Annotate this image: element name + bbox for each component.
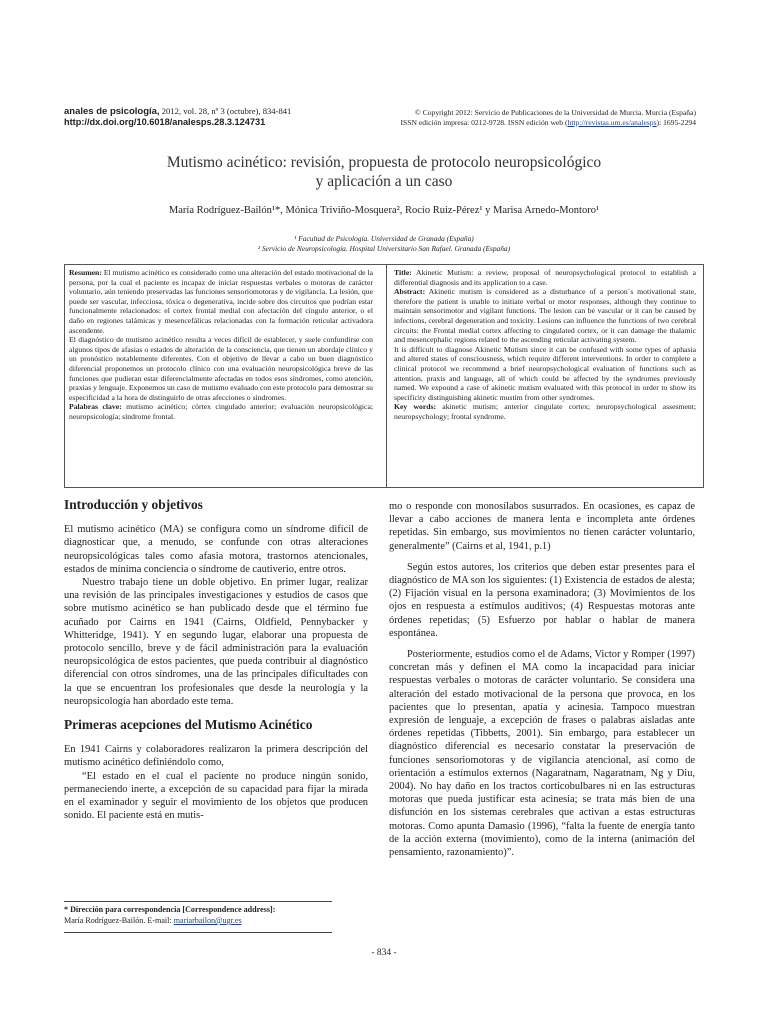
abstract-spanish [69, 268, 373, 422]
doi-link[interactable]: http://dx.doi.org/10.6018/analesps.28.3.124731 [64, 117, 266, 127]
key-words-label: Key words: [394, 402, 437, 412]
abstract-label: Abstract: [394, 287, 426, 297]
english-title: Akinetic Mutism: a review, proposal of neuropsychological protocol to establish a differential diagnosis and its application to a case. [394, 268, 696, 287]
criteria-paragraph: Según estos autores, los criterios que deben estar presentes para el diagnóstico de MA son los siguientes: (1) Existencia de estados de alesta; (2) Fijación visual en la persona examinadora; (3) Movimientos de los ojos en respuesta a estímulos auditivos; (4) Respuestas motoras ante órdenes repetidas; (5) Esfuerzo por hablar o hablar de manera espontánea. [389, 561, 695, 639]
body-left-column [64, 498, 368, 822]
cairns-quote: “El estado en el cual el paciente no produce ningún sonido, permaneciendo inerte, a excepción de su capacidad para fijar la mirada en el examinador y seguir el movimiento de los objetos que producen sonido. El paciente está en mutis- [64, 770, 368, 822]
journal-name: anales de psicología, [64, 106, 160, 117]
abstract-p2: It is difficult to diagnose Akinetic Mutism since it can be confused with some types of aphasia and altered states of consciousness, which require different interventions. In order to complete a clinical protocol we recommend a brief neuropsychological evaluation of functions such as attention, praxis and language, all of which could be affected by the syndromes previously named. We expound a case of akinetic mutism evaluated with this protocol in order to show its specificity distinguishing akinetic mustim from other syndromes. [394, 344, 696, 402]
affiliation-1: ¹ Facultad de Psicología. Universidad de Granada (España) [294, 234, 474, 243]
journal-web-link[interactable]: http://revistas.um.es/analesps [567, 118, 657, 127]
resumen-p1: El mutismo acinético es considerado como una alteración del estado motivacional de la persona, por la cual el paciente es incapaz de iniciar respuestas verbales o motoras de carácter voluntario, aún teniendo preservadas las funciones sensoriomotoras y de vigilancia. La lesión, que puede ser vascular, infecciosa, tóxica o degenerativa, incide sobre dos circuitos que podrían estar funcionalmente relacionados: el cortex frontal medial con afectación del cíngulo anterior, o el daño en regiones talámicas y mesencefálicas relacionadas con la formación reticular activadora ascendente. [69, 268, 373, 335]
quote-continuation: mo o responde con monosílabos susurrados. En ocasiones, es capaz de llevar a cabo acciones de manera lenta e incompleta ante órdenes repetidas. Sin embargo, sus movimientos no tienen carácter voluntario, generalmente” (Cairns et al, 1941, p.1) [389, 501, 695, 552]
copyright-header [326, 108, 696, 128]
palabras-clave: mutismo acinético; córtex cingulado anterior; evaluación neuropsicológica; neuropsicología; síndrome frontal. [69, 402, 374, 421]
correspondence-label: * Dirección para correspondencia [Correspondence address]: [64, 905, 276, 914]
citation: 2012, vol. 28, nº 3 (octubre), 834-841 [159, 106, 292, 116]
correspondence-box [64, 901, 332, 933]
title-line-1: Mutismo acinético: revisión, propuesta de protocolo neuropsicológico [166, 154, 602, 171]
section-heading-acepciones: Primeras acepciones del Mutismo Acinético [64, 717, 313, 733]
intro-p2: Nuestro trabajo tiene un doble objetivo. En primer lugar, realizar una revisión de las principales investigaciones y estudios de casos que sobre mutismo acinético se han publicado desde que el término fue acuñado por Cairns en 1941 (Cairns, Oldfield, Pennybacker y Whitteridge, 1941). Y en segundo lugar, elaborar una propuesta de protocolo sencillo, breve y de fácil administración para la evaluación neuropsicológica de estos pacientes, que pueda contribuir al diagnóstico diferencial con otros síndromes, una de las principales dificultades con la que se encuentran los profesionales que desde la neurología y la neuropsicología han abordado este tema. [64, 577, 368, 707]
page-number: - 834 - [371, 948, 397, 958]
palabras-clave-label: Palabras clave: [69, 402, 122, 412]
resumen-p2: El diagnóstico de mutismo acinético resulta a veces difícil de establecer, y suele confundirse con algunos tipos de afasias o estados de alteración de la consciencia, que tienen un abordaje clínico y un pronóstico notablemente diferentes. Con el objetivo de llevar a cabo un buen diagnóstico diferencial proponemos un protocolo clínico con una evaluación neuropsicológica breve de las funciones que pudieran estar diferencialmente afectadas en todos esos síndromes, como atención, praxias y lenguaje. Exponemos un caso de mutismo evaluado con este protocolo para demostrar su especificidad a la hora de distinguirlo de otras afecciones o síndromes. [69, 335, 373, 402]
resumen-label: Resumen: [69, 268, 102, 277]
key-words: akinetic mutism; anterior cingulate cortex; neuropsychological assesment; neuropsychology; frontal syndrome. [394, 402, 696, 421]
issn-prefix: ISSN edición impresa: 0212-9728. ISSN edición web ( [400, 118, 568, 127]
journal-header [64, 106, 364, 128]
abstract-divider [386, 265, 387, 487]
authors: María Rodríguez-Bailón¹*, Mónica Triviño-Mosquera², Rocío Ruiz-Pérez¹ y Marisa Arnedo-Montoro¹ [168, 205, 600, 216]
affiliation-2: ² Servicio de Neuropsicología. Hospital Universitario San Rafael. Granada (España) [257, 244, 511, 253]
body-right-column [389, 500, 695, 859]
correspondence-email[interactable]: mariarbailon@ugr.es [173, 916, 242, 925]
title-label: Title: [394, 268, 412, 277]
issn-suffix: ): 1695-2294 [656, 118, 696, 127]
intro-p1: El mutismo acinético (MA) se configura como un síndrome difícil de diagnosticar que, a menudo, se confunde con otras alteraciones neuropsicológicas tales como afasia motora, trastornos atencionales, estados de mínima conciencia o síndrome de cautiverio, entre otros. [64, 524, 368, 575]
affiliations [64, 234, 704, 254]
abstract-box [64, 264, 704, 488]
abstract-english [394, 268, 696, 422]
correspondence-name: María Rodríguez-Bailón. E-mail: [64, 916, 174, 925]
acepciones-p1: En 1941 Cairns y colaboradores realizaron la primera descripción del mutismo acinético definiéndolo como, [64, 744, 368, 769]
title-line-2: y aplicación a un caso [315, 173, 453, 190]
abstract-p1: Akinetic mutism is considered as a disturbance of a person´s motivational state, therefore the patient is unable to initiate verbal or motor responses, although they continue to maintain sensorimotor and vigilant functions. The lesion can be vascular or it can be caused by infections, cerebral degeneration and toxicity. Lesions can influence the functions of two cerebral circuits: the Frontal medial cortex affecting to cingulated cortex, or it can damage the thalamic and mesencephalic regions related to the ascending reticular activating system. [394, 287, 696, 345]
section-heading-intro: Introducción y objetivos [64, 497, 203, 512]
copyright-text: © Copyright 2012: Servicio de Publicaciones de la Universidad de Murcia. Murcia (España) [415, 108, 696, 117]
later-studies-paragraph: Posteriormente, estudios como el de Adams, Victor y Romper (1997) concretan más y definen el MA como la incapacidad para iniciar respuestas verbales o motoras de carácter voluntario. Se considera una alteración del estado motivacional de la persona que provoca, en los pacientes que lo presentan, apatía y acinesia. Tampoco muestran expresión de lenguaje, a excepción de frases o palabras aisladas ante órdenes repetidas (Tibbetts, 2001). Sin embargo, para establecer un diagnóstico diferencial es necesario constatar la preservación de funciones sensoriomotoras y de vigilancia atencional, así como de orientación a estímulos externos (Nagaratnam, Nagaratnam, Ng y Diu, 2004). No hay daño en los tractos corticobulbares ni en las estructuras motoras que pueda justificar esta acinesia; se trata más bien de una disfunción en los sistemas cerebrales que activan a estas estructuras motoras. Como apunta Damasio (1996), “falta la fuente de energía tanto de la acción externa (movimiento), como de la interna (animación del pensamiento, razonamiento)”. [389, 649, 695, 859]
paper-title [64, 153, 704, 191]
